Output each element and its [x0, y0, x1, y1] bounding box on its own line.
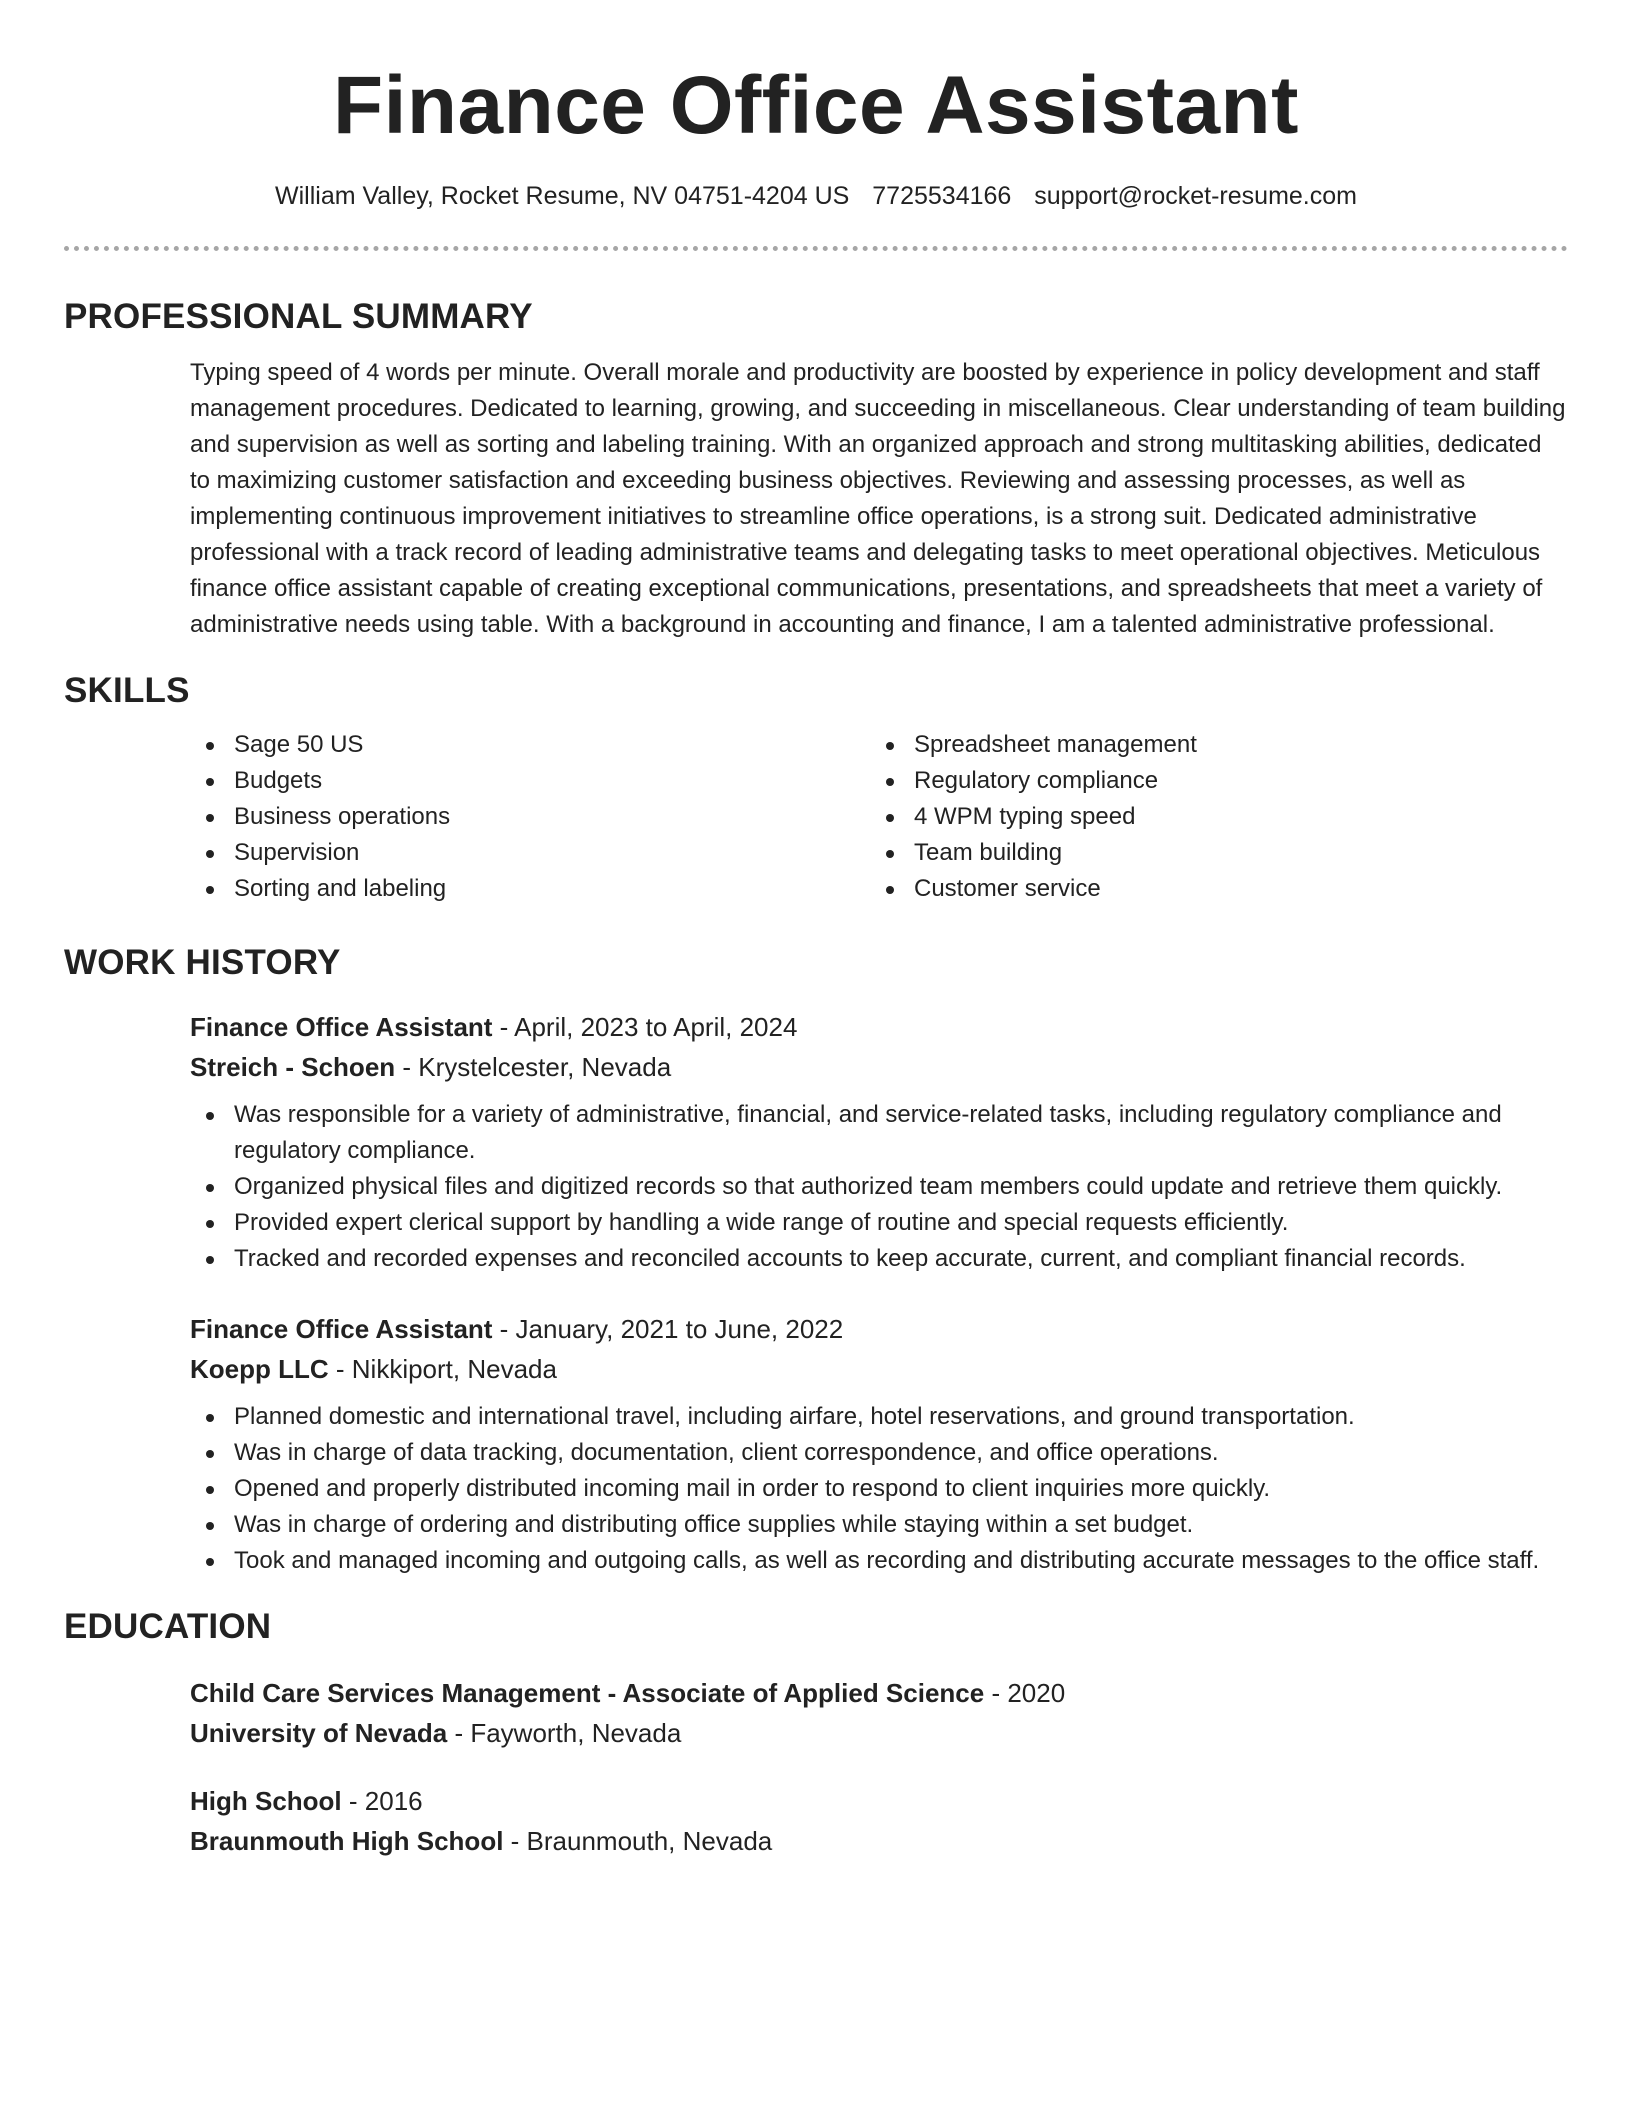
- summary-heading: PROFESSIONAL SUMMARY: [64, 297, 533, 336]
- education-heading: EDUCATION: [64, 1607, 272, 1646]
- job-duty: Tracked and recorded expenses and reconciled accounts to keep accurate, current, and compliant financial records.: [190, 1241, 1568, 1277]
- skill-item: Supervision: [190, 835, 870, 871]
- summary-text: Typing speed of 4 words per minute. Overall morale and productivity are boosted by experience in policy development and staff management procedures. Dedicated to learning, growing, and succeeding in miscellaneous. Clear understanding of team building and supervision as well as sorting and labeling training. With an organized approach and strong multitasking abilities, dedicated to maximizing customer satisfaction and exceeding business objectives. Reviewing and assessing processes, as well as implementing continuous improvement initiatives to streamline office operations, is a strong suit. Dedicated administrative professional with a track record of leading administrative teams and delegating tasks to meet operational objectives. Meticulous finance office assistant capable of creating exceptional communications, presentations, and spreadsheets that meet a variety of administrative needs using table. With a background in accounting and finance, I am a talented administrative professional.: [190, 359, 1566, 638]
- job-duty: Was in charge of data tracking, documentation, client correspondence, and office operations.: [190, 1435, 1568, 1471]
- job-entry: [190, 1007, 1568, 1277]
- job-duty: Was responsible for a variety of administrative, financial, and service-related tasks, including regulatory compliance and regulatory compliance.: [190, 1097, 1568, 1169]
- job-location: - Nikkiport, Nevada: [328, 1354, 557, 1384]
- job-title: Finance Office Assistant: [190, 1012, 493, 1042]
- job-title-line: [190, 1309, 1568, 1349]
- job-duty: Was in charge of ordering and distributing office supplies while staying within a set budget.: [190, 1507, 1568, 1543]
- skill-item: Customer service: [870, 871, 1550, 907]
- work-history-section: [64, 941, 1568, 1579]
- job-title: Finance Office Assistant: [190, 1314, 493, 1344]
- skills-list-left: [190, 727, 870, 907]
- work-history-heading: WORK HISTORY: [64, 943, 341, 982]
- skill-item: 4 WPM typing speed: [870, 799, 1550, 835]
- education-location: - Fayworth, Nevada: [447, 1718, 682, 1748]
- skills-list-right: [870, 727, 1550, 907]
- skills-heading: SKILLS: [64, 671, 190, 710]
- education-degree-line: [190, 1673, 1568, 1713]
- job-duty: Organized physical files and digitized records so that authorized team members could update and retrieve them quickly.: [190, 1169, 1568, 1205]
- job-duty: Provided expert clerical support by handling a wide range of routine and special requests efficiently.: [190, 1205, 1568, 1241]
- education-location: - Braunmouth, Nevada: [503, 1826, 773, 1856]
- job-duties: [190, 1399, 1568, 1579]
- job-title-line: [190, 1007, 1568, 1047]
- job-company: Streich - Schoen: [190, 1052, 396, 1082]
- resume-name: Finance Office Assistant: [333, 60, 1299, 151]
- skill-item: Team building: [870, 835, 1550, 871]
- education-degree-line: [190, 1781, 1568, 1821]
- skill-item: Budgets: [190, 763, 870, 799]
- job-duties: [190, 1097, 1568, 1277]
- job-dates: - January, 2021 to June, 2022: [492, 1314, 844, 1344]
- job-duty: Took and managed incoming and outgoing calls, as well as recording and distributing accurate messages to the office staff.: [190, 1543, 1568, 1579]
- job-location: - Krystelcester, Nevada: [395, 1052, 672, 1082]
- contact-email: support@rocket-resume.com: [1034, 182, 1357, 210]
- education-year: - 2016: [341, 1786, 423, 1816]
- education-school: Braunmouth High School: [190, 1826, 504, 1856]
- skill-item: Sage 50 US: [190, 727, 870, 763]
- skill-item: Spreadsheet management: [870, 727, 1550, 763]
- contact-address: William Valley, Rocket Resume, NV 04751-4204 US: [275, 182, 850, 210]
- job-company: Koepp LLC: [190, 1354, 329, 1384]
- skills-section: [64, 669, 1568, 907]
- header-divider: [64, 246, 1568, 251]
- skill-item: Sorting and labeling: [190, 871, 870, 907]
- summary-section: [64, 295, 1568, 643]
- skill-item: Business operations: [190, 799, 870, 835]
- education-school-line: [190, 1713, 1568, 1753]
- education-entry: [190, 1781, 1568, 1861]
- job-entry: [190, 1309, 1568, 1579]
- contact-phone: 7725534166: [872, 182, 1012, 210]
- job-company-line: [190, 1349, 1568, 1389]
- education-year: - 2020: [984, 1678, 1066, 1708]
- job-company-line: [190, 1047, 1568, 1087]
- job-duty: Planned domestic and international travel, including airfare, hotel reservations, and ground transportation.: [190, 1399, 1568, 1435]
- education-entry: [190, 1673, 1568, 1753]
- education-school-line: [190, 1821, 1568, 1861]
- education-section: [64, 1605, 1568, 1861]
- education-degree: Child Care Services Management - Associate of Applied Science: [190, 1678, 985, 1708]
- skill-item: Regulatory compliance: [870, 763, 1550, 799]
- job-duty: Opened and properly distributed incoming mail in order to respond to client inquiries more quickly.: [190, 1471, 1568, 1507]
- education-degree: High School: [190, 1786, 342, 1816]
- skills-grid: [190, 727, 1568, 907]
- education-school: University of Nevada: [190, 1718, 448, 1748]
- contact-line: [64, 180, 1568, 212]
- job-dates: - April, 2023 to April, 2024: [492, 1012, 798, 1042]
